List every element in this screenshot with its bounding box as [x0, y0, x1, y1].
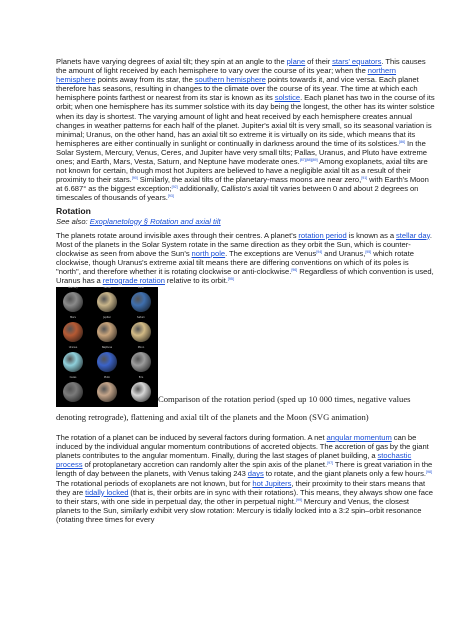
planet-label: Mars — [70, 316, 76, 320]
planet-label: Jupiter — [103, 316, 111, 320]
planet-jupiter-icon — [97, 322, 117, 342]
citation[interactable]: [98] — [426, 470, 433, 475]
planets-comparison-image[interactable] — [56, 287, 158, 407]
planet-saturn-icon — [131, 322, 151, 342]
text: . Each planet has two in the course of its orbit; when one hemisphere has its summer solstice with its day being the longest, the other has its winter solstice when its day is shortest. The varying amount of light and heat received by each hemisphere creates annual changes in weather patterns for each half of the planet. Jupiter's axial tilt is very small, so its seasonal variation is minimal; Uranus, on the other hand, has an axial tilt so extreme it is virtually on its side, which means that its hemispheres are either continually in sunlight or continually in darkness around the time of its solstices. — [56, 93, 435, 148]
link-days[interactable]: days — [247, 469, 264, 479]
planet-cell — [124, 377, 158, 407]
link-north-pole[interactable]: north pole — [191, 248, 226, 258]
planet-pluto-icon — [97, 382, 117, 402]
planet-cell — [90, 377, 124, 407]
text: Comparison of the rotation period (sped up 10 000 times, negative values denoting retrograde), flattening and axial tilt of the planets and the Moon ( — [56, 394, 411, 423]
citation[interactable]: [91] — [361, 176, 368, 181]
text: of protoplanetary accretion can randomly alter the spin axis of the planet. — [82, 460, 328, 470]
planet-mars-icon — [63, 322, 83, 342]
planet-label: Uranus — [68, 346, 78, 350]
axial-tilt-paragraph — [56, 57, 435, 203]
planet-cell — [90, 317, 124, 347]
text: Regardless of which convention is used, Uranus has a — [56, 266, 434, 285]
planet-eris-icon — [131, 382, 151, 402]
text: can be induced by the individual angular momentum contributions of accreted objects. The accretion of gas by the giant planets contributes to the angular momentum. Finally, during the last stages of planet building, a — [56, 433, 429, 461]
link-angular-momentum[interactable]: angular momentum — [326, 433, 392, 443]
planet-label: Eris — [138, 376, 144, 380]
text: points towards it, and vice versa. Each planet therefore has seasons, resulting in changes to the climate over the course of its year. The time at which each hemisphere points farthest or nearest from its star is known as its — [56, 75, 419, 103]
planet-label: Neptune — [101, 346, 113, 350]
planet-cell — [56, 347, 90, 377]
citation[interactable]: [95] — [365, 249, 372, 254]
link-plane[interactable]: plane — [286, 57, 306, 66]
citation[interactable]: [94] — [316, 249, 323, 254]
planet-label: Ceres — [69, 376, 77, 380]
text: The planets rotate around invisible axes through their centres. A planet's — [56, 230, 299, 240]
link-rotation-period[interactable]: rotation period — [298, 230, 347, 240]
text: is known as a — [346, 230, 396, 240]
citation[interactable]: [92] — [171, 185, 178, 190]
text: In the Solar System, Mercury, Venus, Ceres, and Jupiter have very small tilts; Pallas, Uranus, and Pluto have extreme ones; and Earth, Mars, Vesta, Saturn, and Neptune have moderate ones. — [56, 138, 428, 167]
citation[interactable]: [93] — [167, 194, 174, 199]
text: and Uranus, — [322, 248, 366, 258]
text: Planets have varying degrees of axial tilt; they spin at an angle to the — [56, 57, 287, 66]
rotation-figure — [56, 287, 435, 425]
text: Mercury and Venus, the closest planets to the Sun, similarly exhibit very slow rotation: Mercury is tidally locked into a 3:2 spin–orbit resonance (rotating three times for every — [56, 496, 422, 524]
link-hot-jupiters[interactable]: hot Jupiters — [252, 478, 292, 488]
planet-cell — [56, 287, 90, 317]
planet-cell — [124, 347, 158, 377]
planet-venus-icon — [97, 292, 117, 312]
link-stars-equators[interactable]: stars' equators — [332, 57, 382, 66]
text: to rotate, and the giant planets only a few hours. — [263, 469, 427, 479]
text: Among exoplanets, axial tilts are not known for certain, though most hot Jupiters are believed to have a negligible axial tilt as a result of their proximity to their stars. — [56, 157, 428, 185]
planet-cell — [124, 287, 158, 317]
citation[interactable]: [90] — [131, 176, 138, 181]
citation[interactable]: [96] — [291, 267, 298, 272]
link-svg-animation[interactable]: SVG animation — [312, 412, 366, 423]
planet-earth-icon — [131, 292, 151, 312]
planet-neptune-icon — [97, 352, 117, 372]
link-stellar-day[interactable]: stellar day — [396, 230, 430, 240]
see-also-label: See also: — [56, 216, 90, 226]
rotation-formation-paragraph — [56, 433, 435, 524]
text: relative to its orbit. — [164, 275, 228, 285]
link-solstice[interactable]: solstice — [274, 93, 301, 103]
planet-mercury-icon — [63, 292, 83, 312]
text: additionally, Callisto's axial tilt varies between 0 and about 2 degrees on timescales of thousands of years. — [56, 184, 419, 203]
planet-label: Venus — [103, 286, 111, 290]
text: Similarly, the axial tilts of the planetary-mass moons are near zero, — [137, 175, 362, 185]
planet-label: Saturn — [137, 316, 145, 320]
rotation-heading: Rotation — [56, 205, 91, 216]
text: The rotation of a planet can be induced by several factors during formation. A net — [56, 433, 327, 443]
planet-cell — [56, 377, 90, 407]
link-stochastic-process[interactable]: stochastic process — [56, 451, 412, 470]
planet-label: Earth — [137, 286, 145, 290]
citation[interactable]: [86] — [399, 139, 406, 144]
text: which rotate clockwise, though Uranus's extreme axial tilt means there are differing conventions on which of its poles is "north", and therefore whether it is rotating clockwise or anti-clockwise. — [56, 248, 414, 276]
link-southern-hemisphere[interactable]: southern hemisphere — [194, 75, 266, 85]
planet-ceres-icon — [63, 382, 83, 402]
citation[interactable]: [87][88][89] — [299, 158, 318, 163]
citation[interactable]: [95] — [227, 276, 234, 281]
text: points away from its star, the — [95, 75, 195, 85]
text: with Earth's Moon at 6.687° as the biggest exception; — [56, 175, 429, 194]
planet-label: Mercury — [68, 286, 78, 290]
text: . The exceptions are Venus — [225, 248, 317, 258]
text: . Most of the planets in the Solar System rotate in the same direction as they orbit the Sun, which is counter-clockwise as seen from above the Sun's — [56, 230, 432, 258]
text: . This causes the amount of light received by each hemisphere to vary over the course of its year; when the — [56, 57, 426, 76]
link-tidally-locked[interactable]: tidally locked — [85, 487, 129, 497]
planet-moon-icon — [131, 352, 151, 372]
planet-cell — [90, 287, 124, 317]
planet-cell — [124, 317, 158, 347]
rotation-paragraph — [56, 231, 435, 286]
text: , their proximity to their stars means that they are — [56, 478, 426, 497]
link-retrograde-rotation[interactable]: retrograde rotation — [102, 275, 165, 285]
planet-cell — [90, 347, 124, 377]
link-exoplanetology-rotation[interactable]: Exoplanetology § Rotation and axial tilt — [89, 216, 221, 226]
citation[interactable]: [99] — [295, 497, 302, 502]
planet-label: Moon — [137, 346, 145, 350]
text: of their — [305, 57, 333, 66]
see-also-note — [56, 217, 435, 226]
planet-uranus-icon — [63, 352, 83, 372]
citation[interactable]: [97] — [327, 461, 334, 466]
text: ) — [365, 412, 369, 423]
text: There is great variation in the length of day between the planets, with Venus taking 243 — [56, 460, 433, 479]
planet-cell — [56, 317, 90, 347]
text: (that is, their orbits are in sync with their rotations). This means, they always show one face to their stars, with one side in perpetual day, the other in perpetual night. — [56, 487, 433, 506]
text: The rotational periods of exoplanets are not known, but for — [56, 478, 253, 488]
link-northern-hemisphere[interactable]: northern hemisphere — [56, 66, 397, 85]
planet-label: Pluto — [103, 376, 111, 380]
